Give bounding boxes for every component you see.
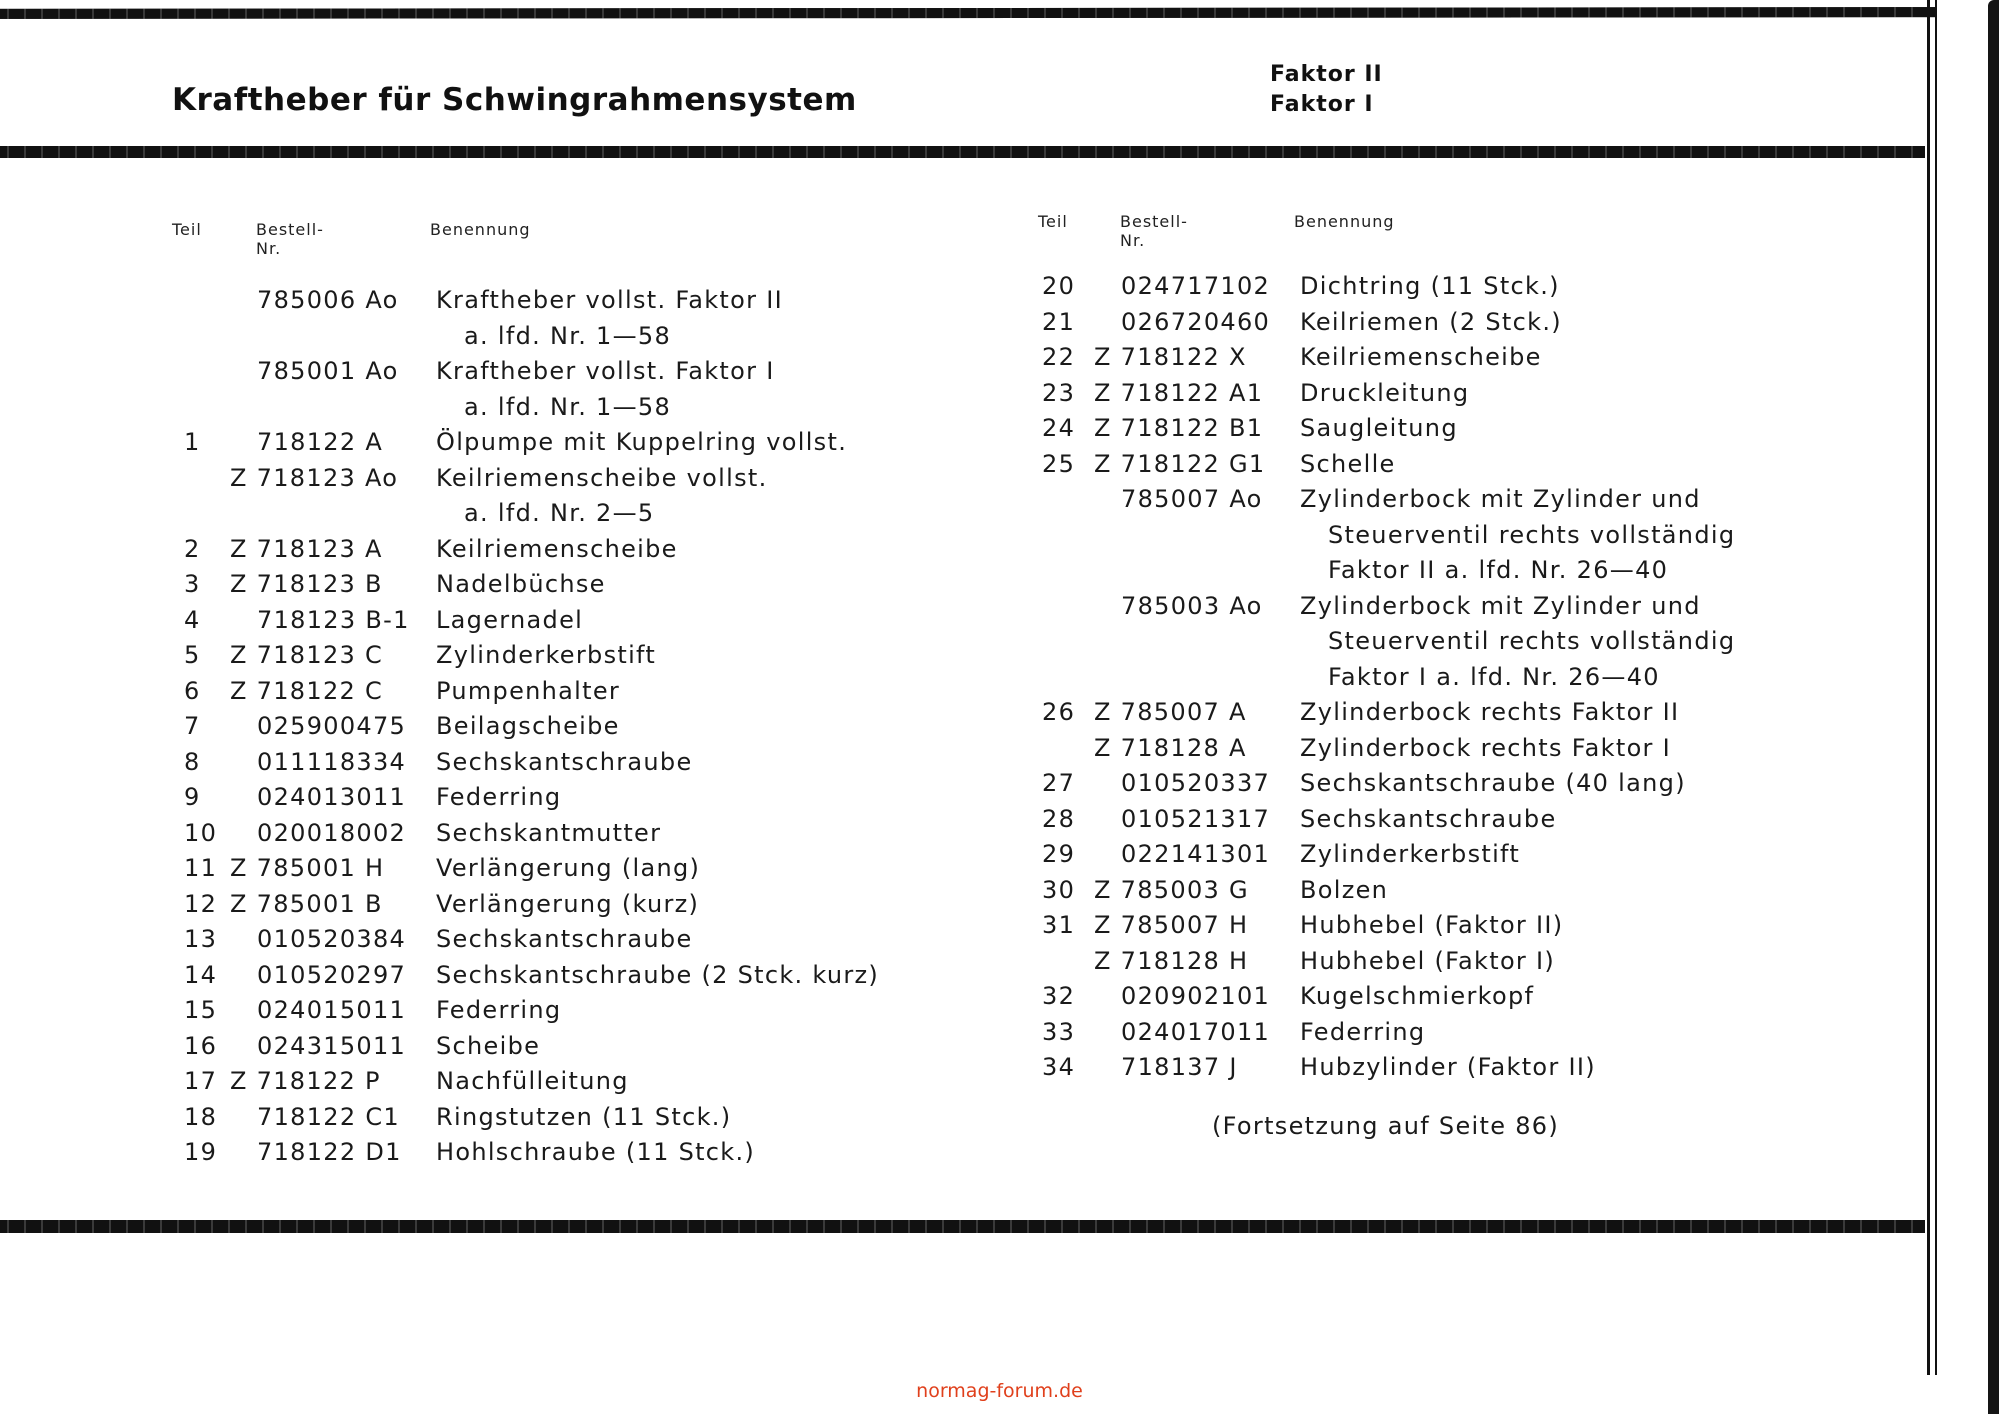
part-description: a. lfd. Nr. 1—58 (464, 321, 672, 350)
part-description: Federring (436, 783, 562, 811)
order-number: 026720460 (1121, 307, 1271, 336)
footer-rule (0, 1220, 1925, 1233)
part-description: Schelle (1300, 449, 1396, 478)
order-number: Z 718128 H (1094, 946, 1249, 975)
column-header-bestell-nr: Bestell-Nr. (256, 220, 324, 258)
part-description: Zylinderbock mit Zylinder und (1300, 485, 1701, 513)
part-description: Ölpumpe mit Kuppelring vollst. (436, 428, 848, 456)
part-description: a. lfd. Nr. 2—5 (464, 499, 655, 527)
order-number: Z 718128 A (1094, 733, 1247, 762)
part-number-teil: 3 (184, 570, 201, 598)
order-number: 025900475 (257, 712, 407, 740)
column-header-benennung: Benennung (1294, 212, 1395, 231)
part-description: Sechskantschraube (2 Stck. kurz) (436, 960, 880, 989)
order-number: Z 718122 X (1094, 343, 1247, 371)
order-number: 785007 Ao (1121, 485, 1263, 513)
part-number-teil: 19 (184, 1138, 218, 1166)
part-description: Pumpenhalter (436, 676, 621, 705)
part-number-teil: 15 (184, 996, 218, 1024)
order-number: Z 718122 G1 (1094, 449, 1266, 478)
model-label-faktor-2: Faktor II (1270, 62, 1383, 87)
part-description: Keilriemenscheibe (436, 534, 678, 563)
part-description: a. lfd. Nr. 1—58 (464, 392, 672, 421)
part-description: Zylinderkerbstift (1300, 840, 1521, 868)
part-description: Keilriemenscheibe vollst. (436, 463, 768, 492)
part-description: Scheibe (436, 1031, 541, 1060)
part-description: Federring (1300, 1017, 1426, 1046)
header-rule (0, 146, 1925, 158)
order-number: Z 785001 H (230, 854, 385, 882)
column-header-teil: Teil (172, 220, 202, 239)
part-number-teil: 14 (184, 960, 218, 989)
order-number: 010521317 (1121, 804, 1271, 833)
part-description: Zylinderbock mit Zylinder und (1300, 591, 1701, 620)
part-description: Zylinderbock rechts Faktor I (1300, 733, 1672, 762)
part-number-teil: 29 (1042, 840, 1076, 868)
part-description: Sechskantschraube (1300, 804, 1557, 833)
right-edge-line (1927, 0, 1930, 1375)
column-header-teil: Teil (1038, 212, 1068, 231)
part-number-teil: 33 (1042, 1017, 1076, 1046)
order-number: 024015011 (257, 996, 407, 1024)
part-description: Hubhebel (Faktor I) (1300, 946, 1556, 975)
order-number: 010520297 (257, 960, 407, 989)
order-number: Z 718123 B (230, 570, 383, 598)
order-number: Z 718122 C (230, 676, 384, 705)
order-number: Z 718122 B1 (1094, 414, 1264, 442)
order-number: 022141301 (1121, 840, 1271, 868)
part-number-teil: 17 (184, 1067, 218, 1095)
part-description: Dichtring (11 Stck.) (1300, 272, 1560, 300)
part-description: Verlängerung (lang) (436, 854, 701, 882)
part-number-teil: 5 (184, 641, 201, 669)
part-description: Sechskantmutter (436, 818, 662, 847)
part-number-teil: 1 (184, 428, 201, 456)
order-number: Z 718123 Ao (230, 463, 399, 492)
order-number: 020902101 (1121, 982, 1271, 1010)
part-description: Hubhebel (Faktor II) (1300, 911, 1564, 939)
part-description: Zylinderkerbstift (436, 641, 657, 669)
part-number-teil: 26 (1042, 698, 1076, 726)
order-number: 785001 Ao (257, 357, 399, 385)
page-title: Kraftheber für Schwingrahmensystem (172, 82, 857, 118)
order-number: 024017011 (1121, 1017, 1271, 1046)
part-description: Druckleitung (1300, 378, 1470, 407)
part-description: Keilriemenscheibe (1300, 343, 1542, 371)
part-description: Kugelschmierkopf (1300, 982, 1535, 1010)
part-description: Steuerventil rechts vollständig (1328, 627, 1736, 655)
order-number: Z 718123 C (230, 641, 384, 669)
order-number: Z 785001 B (230, 889, 383, 918)
part-number-teil: 4 (184, 605, 201, 634)
part-description: Keilriemen (2 Stck.) (1300, 307, 1562, 336)
part-number-teil: 24 (1042, 414, 1076, 442)
part-description: Zylinderbock rechts Faktor II (1300, 698, 1680, 726)
order-number: Z 785003 G (1094, 875, 1249, 904)
part-number-teil: 25 (1042, 449, 1076, 478)
part-description: Kraftheber vollst. Faktor II (436, 286, 783, 314)
part-description: Verlängerung (kurz) (436, 889, 700, 918)
order-number: 718122 A (257, 428, 384, 456)
order-number: Z 718123 A (230, 534, 383, 563)
part-number-teil: 32 (1042, 982, 1076, 1010)
order-number: 010520337 (1121, 769, 1271, 797)
part-description: Sechskantschraube (436, 925, 693, 953)
top-border-rule (0, 7, 1935, 19)
watermark-link[interactable]: normag-forum.de (916, 1380, 1083, 1402)
order-number: 718122 D1 (257, 1138, 402, 1166)
part-number-teil: 22 (1042, 343, 1076, 371)
part-number-teil: 11 (184, 854, 218, 882)
part-description: Sechskantschraube (40 lang) (1300, 769, 1686, 797)
column-header-bestell-nr: Bestell-Nr. (1120, 212, 1188, 250)
part-description: Steuerventil rechts vollständig (1328, 520, 1736, 549)
model-label-faktor-1: Faktor I (1270, 92, 1374, 117)
part-description: Nadelbüchse (436, 570, 606, 598)
part-number-teil: 9 (184, 783, 201, 811)
column-header-benennung: Benennung (430, 220, 531, 239)
part-description: Beilagscheibe (436, 712, 620, 740)
part-number-teil: 10 (184, 818, 218, 847)
order-number: 011118334 (257, 747, 407, 776)
part-description: Sechskantschraube (436, 747, 693, 776)
order-number: Z 718122 P (230, 1067, 381, 1095)
part-description: Hubzylinder (Faktor II) (1300, 1053, 1596, 1081)
part-description: Federring (436, 996, 562, 1024)
part-number-teil: 23 (1042, 378, 1076, 407)
order-number: Z 785007 H (1094, 911, 1249, 939)
part-number-teil: 6 (184, 676, 201, 705)
right-edge-line-inner (1935, 0, 1937, 1375)
part-number-teil: 7 (184, 712, 201, 740)
order-number: 718123 B-1 (257, 605, 410, 634)
part-description: Kraftheber vollst. Faktor I (436, 357, 775, 385)
order-number: 020018002 (257, 818, 407, 847)
part-number-teil: 16 (184, 1031, 218, 1060)
continuation-note: (Fortsetzung auf Seite 86) (1212, 1112, 1560, 1140)
part-description: Nachfülleitung (436, 1067, 629, 1095)
order-number: 024717102 (1121, 272, 1271, 300)
part-description: Lagernadel (436, 605, 584, 634)
model-labels (1270, 60, 1383, 120)
order-number: 010520384 (257, 925, 407, 953)
part-number-teil: 8 (184, 747, 201, 776)
order-number: 785006 Ao (257, 286, 399, 314)
part-number-teil: 30 (1042, 875, 1076, 904)
page-edge-shadow (1988, 0, 1999, 1414)
part-description: Bolzen (1300, 875, 1389, 904)
part-number-teil: 12 (184, 889, 218, 918)
part-number-teil: 28 (1042, 804, 1076, 833)
part-description: Faktor II a. lfd. Nr. 26—40 (1328, 556, 1669, 584)
part-description: Hohlschraube (11 Stck.) (436, 1138, 756, 1166)
order-number: Z 785007 A (1094, 698, 1247, 726)
part-number-teil: 13 (184, 925, 218, 953)
part-description: Ringstutzen (11 Stck.) (436, 1102, 732, 1131)
order-number: 718137 J (1121, 1053, 1238, 1081)
part-number-teil: 27 (1042, 769, 1076, 797)
part-number-teil: 31 (1042, 911, 1076, 939)
part-description: Saugleitung (1300, 414, 1458, 442)
part-number-teil: 34 (1042, 1053, 1076, 1081)
part-description: Faktor I a. lfd. Nr. 26—40 (1328, 662, 1660, 691)
order-number: 024013011 (257, 783, 407, 811)
part-number-teil: 21 (1042, 307, 1076, 336)
part-number-teil: 18 (184, 1102, 218, 1131)
order-number: 024315011 (257, 1031, 407, 1060)
part-number-teil: 2 (184, 534, 201, 563)
part-number-teil: 20 (1042, 272, 1076, 300)
order-number: Z 718122 A1 (1094, 378, 1264, 407)
order-number: 718122 C1 (257, 1102, 400, 1131)
order-number: 785003 Ao (1121, 591, 1263, 620)
